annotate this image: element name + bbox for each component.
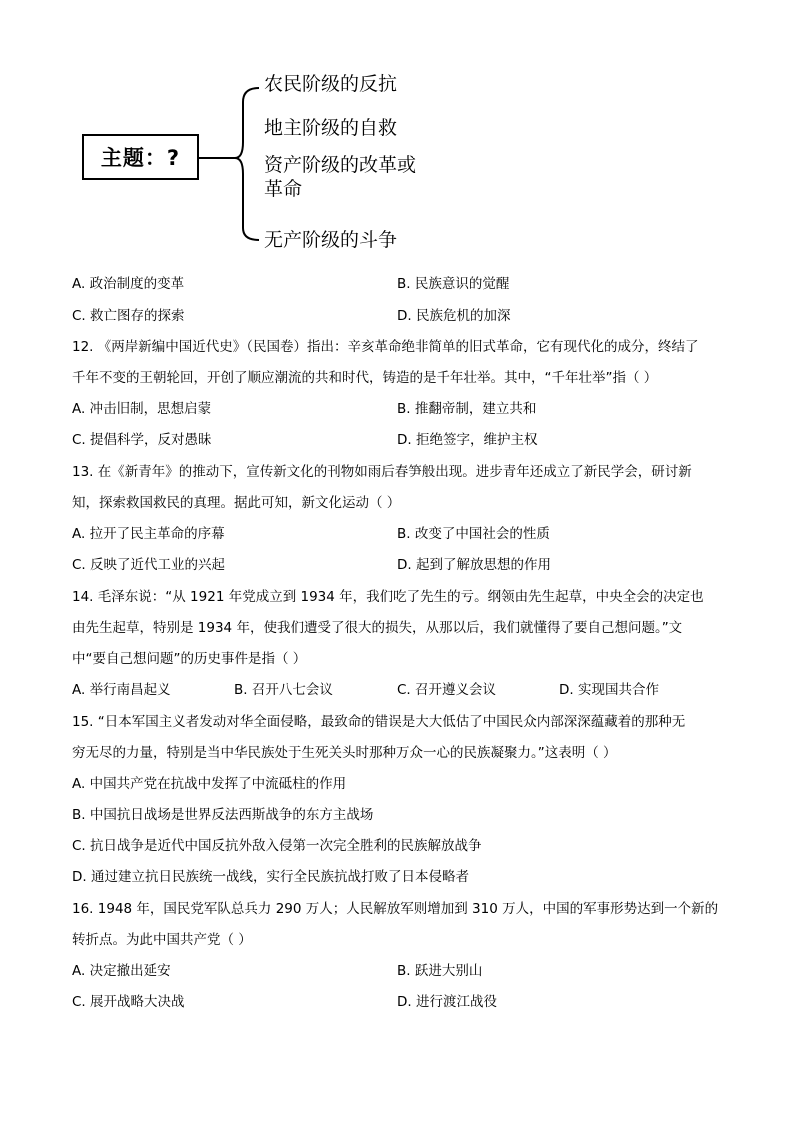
q16-option-a: A. 决定撤出延安 <box>72 963 171 979</box>
q15-option-c: C. 抗日战争是近代中国反抗外敌入侵第一次完全胜利的民族解放战争 <box>72 838 482 854</box>
q15-option-b: B. 中国抗日战场是世界反法西斯战争的东方主战场 <box>72 807 374 823</box>
q12-option-b: B. 推翻帝制，建立共和 <box>397 401 537 417</box>
theme-diagram <box>82 62 442 262</box>
q14-option-d: D. 实现国共合作 <box>559 682 659 698</box>
q13-stem-line-2: 知，探索救国救民的真理。据此可知，新文化运动（ ） <box>72 495 401 511</box>
q16-stem-line-1: 16. 1948 年，国民党军队总兵力 290 万人；人民解放军则增加到 310 万人，中国的军事形势达到一个新的 <box>72 901 719 917</box>
q15-option-d: D. 通过建立抗日民族统一战线，实行全民族抗战打败了日本侵略者 <box>72 869 469 885</box>
q16-option-d: D. 进行渡江战役 <box>397 994 497 1010</box>
branch-bourgeois: 资产阶级的改革或革命 <box>264 154 417 200</box>
q11-option-c: C. 救亡图存的探索 <box>72 308 185 324</box>
q12-stem-line-1: 12. 《两岸新编中国近代史》（民国卷）指出：辛亥革命绝非简单的旧式革命，它有现代化的成分，终结了 <box>72 339 699 355</box>
q14-option-b: B. 召开八七会议 <box>234 682 333 698</box>
q12-option-a: A. 冲击旧制，思想启蒙 <box>72 401 212 417</box>
q12-stem-line-2: 千年不变的王朝轮回，开创了顺应潮流的共和时代，铸造的是千年壮举。其中，“千年壮举”指（ ） <box>72 370 658 386</box>
q14-option-a: A. 举行南昌起义 <box>72 682 171 698</box>
q13-option-b: B. 改变了中国社会的性质 <box>397 526 550 542</box>
q11-option-a: A. 政治制度的变革 <box>72 276 185 292</box>
q12-option-d: D. 拒绝签字，维护主权 <box>397 432 538 448</box>
q15-option-a: A. 中国共产党在抗战中发挥了中流砥柱的作用 <box>72 776 347 792</box>
q15-stem-line-2: 穷无尽的力量，特别是当中华民族处于生死关头时那种万众一心的民族凝聚力。”这表明（ ） <box>72 745 617 761</box>
q13-option-a: A. 拉开了民主革命的序幕 <box>72 526 225 542</box>
q14-stem-line-3: 中“要自己想问题”的历史事件是指（ ） <box>72 651 307 667</box>
branch-landlord: 地主阶级的自救 <box>264 117 398 139</box>
theme-box: 主题：? <box>82 134 199 180</box>
q11-option-b: B. 民族意识的觉醒 <box>397 276 510 292</box>
q16-option-b: B. 跃进大别山 <box>397 963 483 979</box>
q11-option-d: D. 民族危机的加深 <box>397 308 511 324</box>
q14-option-c: C. 召开遵义会议 <box>397 682 497 698</box>
q16-option-c: C. 展开战略大决战 <box>72 994 185 1010</box>
q13-option-d: D. 起到了解放思想的作用 <box>397 557 551 573</box>
brace-lines <box>199 62 269 262</box>
q14-stem-line-1: 14. 毛泽东说：“从 1921 年党成立到 1934 年，我们吃了先生的亏。纲领由先生起草，中央全会的决定也 <box>72 589 704 605</box>
q13-option-c: C. 反映了近代工业的兴起 <box>72 557 226 573</box>
q16-stem-line-2: 转折点。为此中国共产党（ ） <box>72 932 252 948</box>
q13-stem-line-1: 13. 在《新青年》的推动下，宣传新文化的刊物如雨后春笋般出现。进步青年还成立了新民学会，研讨新 <box>72 464 692 480</box>
q14-stem-line-2: 由先生起草，特别是 1934 年，使我们遭受了很大的损失，从那以后，我们就懂得了要自己想问题。”文 <box>72 620 683 636</box>
q12-option-c: C. 提倡科学，反对愚昧 <box>72 432 212 448</box>
branch-proletariat: 无产阶级的斗争 <box>264 229 398 251</box>
q15-stem-line-1: 15. “日本军国主义者发动对华全面侵略，最致命的错误是大大低估了中国民众内部深深蕴藏着的那种无 <box>72 714 686 730</box>
branch-peasant: 农民阶级的反抗 <box>264 73 398 95</box>
